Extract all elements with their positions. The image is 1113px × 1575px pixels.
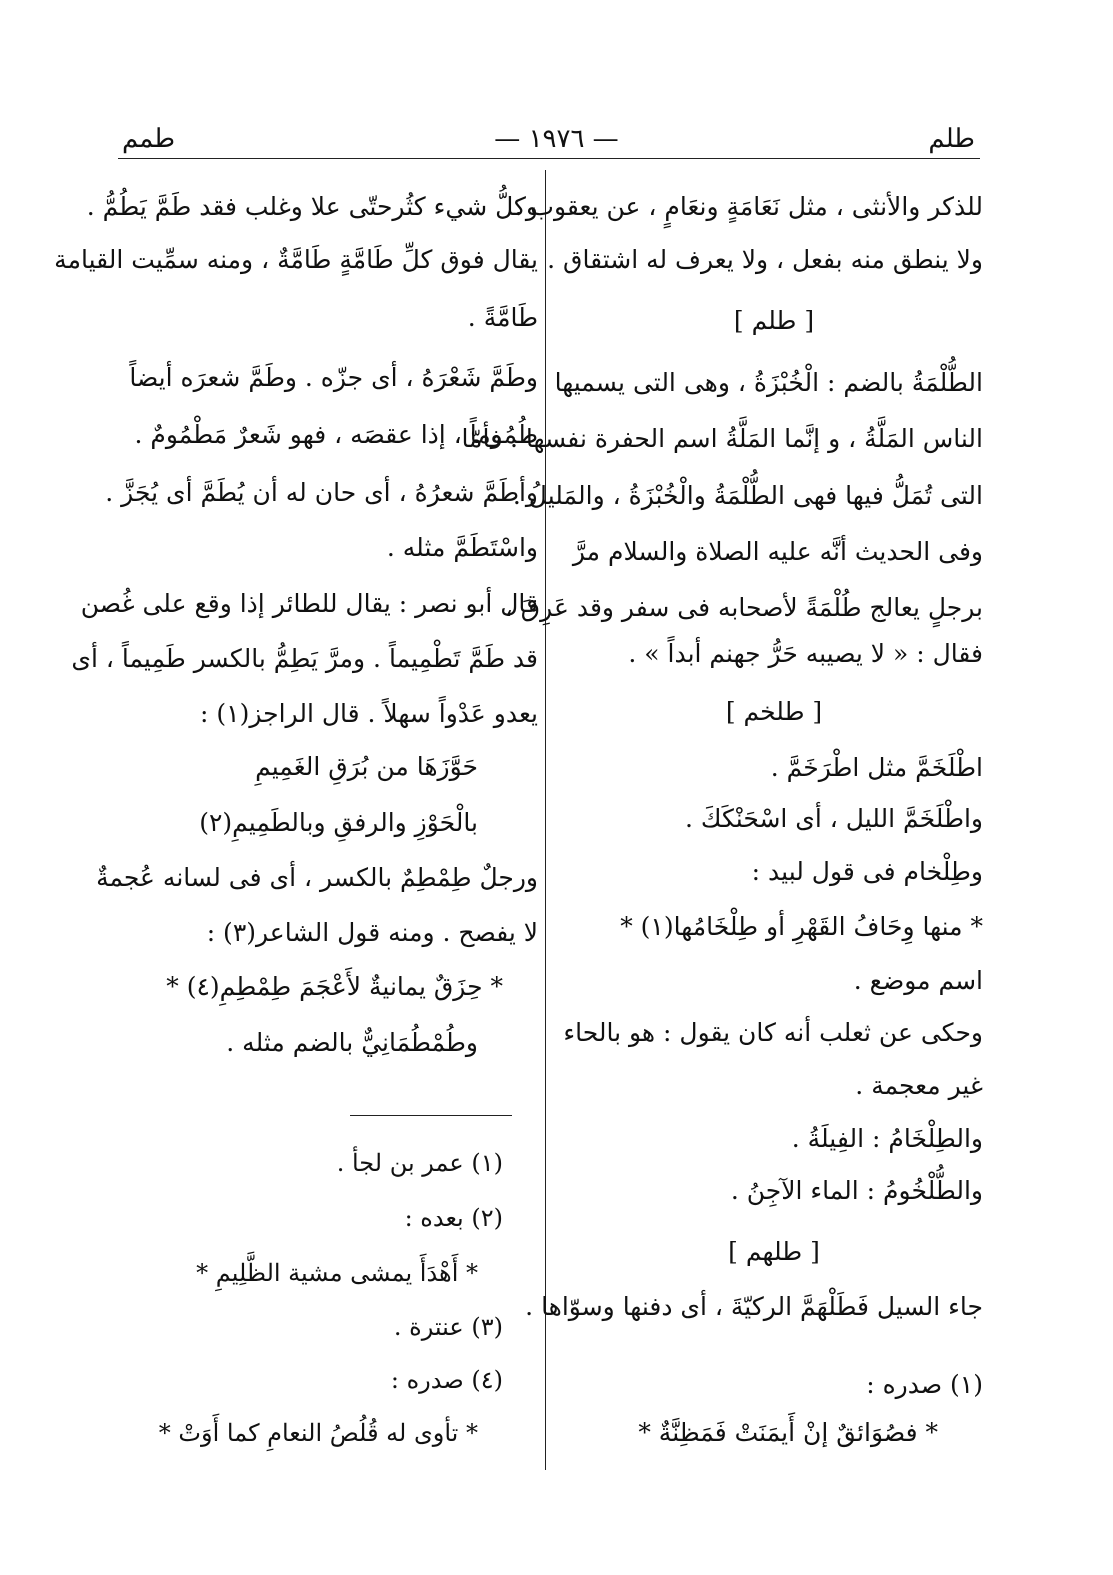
page-number: — ١٩٧٦ — (494, 124, 619, 154)
text-line: اطْلَخَمَّ مثل اطْرَخَمَّ . (770, 753, 983, 782)
text-line: والطُّلْخُومُ : الماء الآجِنُ . (730, 1176, 983, 1205)
text-line: وكلُّ شيء كثُرحتّى علا وغلب فقد طَمَّ يَطُمُّ . (86, 192, 538, 221)
footnote-verse: * فصُوَائقٌ إنْ أَيمَنَتْ فَمَظِنَّةٌ * (638, 1418, 938, 1447)
verse-line: حَوَّزَهَا من بُرَقِ الغَمِيمِ (255, 752, 478, 781)
footnote: (٣) عنترة . (393, 1313, 503, 1341)
text-line: واسْتَطَمَّ مثله . (386, 533, 538, 562)
verse-line: * حِزَقٌ يمانيةٌ لأَعْجَمَ طِمْطِمِ(٤) * (166, 972, 503, 1001)
text-line: يعدو عَدْواً سهلاً . قال الراجز(١) : (200, 699, 538, 728)
verse-line: بالْحَوْزِ والرفقِ وبالطَمِيمِ(٢) (199, 808, 478, 837)
text-line: للذكر والأنثى ، مثل نَعَامَةٍ ونعَامٍ ، عن يعقوب . (514, 192, 983, 221)
text-line: طُمُوماً ، إذا عقصَه ، فهو شَعرٌ مَطْمُومٌ . (134, 420, 538, 449)
text-line: وفى الحديث أنَّه عليه الصلاة والسلام مرَّ (572, 537, 983, 566)
text-line: يقال فوق كلِّ طَامَّةٍ طَامَّةٌ ، ومنه سمِّيت القيامة (54, 245, 538, 274)
text-line: جاء السيل فَطَلْهَمَّ الركيّةَ ، أى دفنها وسوّاها . (525, 1292, 983, 1321)
footnote: (١) عمر بن لجأ . (336, 1149, 503, 1177)
entry-heading: [ طلهم ] (728, 1237, 820, 1266)
text-line: وأطَمَّ شعرُهُ ، أى حان له أن يُطَمَّ أى يُجَزَّ . (105, 478, 538, 507)
text-line: لا يفصح . ومنه قول الشاعر(٣) : (206, 918, 538, 947)
text-line: اسم موضع . (853, 966, 983, 995)
text-line: قال أبو نصر : يقال للطائر إذا وقع على غُصن (80, 589, 538, 618)
header-right-keyword: طلم (928, 124, 975, 154)
entry-heading: [ طلخم ] (725, 697, 823, 726)
text-line: التى تُمَلُّ فيها فهى الطُّلْمَةُ والْخُبْزَةُ ، والمَليلُ . (512, 481, 983, 510)
text-line: وحكى عن ثعلب أنه كان يقول : هو بالحاء (563, 1018, 983, 1047)
text-line: غير معجمة . (855, 1071, 983, 1100)
text-line: طَامَّةً . (467, 303, 538, 332)
text-line: والطِلْخَامُ : الفِيلَةُ . (791, 1124, 983, 1153)
footnote: (٤) صدره : (390, 1366, 503, 1394)
header-rule (118, 158, 980, 159)
text-line: وطُمْطُمَانِيٌّ بالضم مثله . (226, 1028, 478, 1057)
text-line: ورجلٌ طِمْطِمٌ بالكسر ، أى فى لسانه عُجمةٌ (96, 863, 538, 892)
text-line: فقال : « لا يصيبه حَرُّ جهنم أبداً » . (628, 639, 983, 668)
column-divider (545, 170, 546, 1470)
verse-line: * منها وِحَافُ القَهْرِ أو طِلْخَامُها(١) * (620, 912, 983, 941)
text-line: ولا ينطق منه بفعل ، ولا يعرف له اشتقاق . (547, 245, 983, 274)
text-line: واطْلَخَمَّ الليل ، أى اسْحَنْكَكَ . (685, 804, 983, 833)
footnote-verse: * أَهْدَأَ يمشى مشية الظَّلِيمِ * (196, 1259, 478, 1287)
text-line: الناس المَلَّةُ ، و إنَّما المَلَّةُ اسم الحفرة نفسها . فأمّا (461, 424, 983, 453)
text-line: وطِلْخام فى قول لبيد : (751, 857, 983, 886)
text-line: الطُّلْمَةُ بالضم : الْخُبْزَةُ ، وهى التى يسميها (554, 368, 983, 397)
footnote: (١) صدره : (866, 1370, 983, 1399)
text-line: قد طَمَّ تَطْمِيماً . ومرَّ يَطِمُّ بالكسر طَمِيماً ، أى (71, 644, 538, 673)
footnote: (٢) بعده : (404, 1204, 503, 1232)
footnote-rule (350, 1115, 512, 1116)
entry-heading: [ طلم ] (733, 306, 815, 335)
text-line: وطَمَّ شَعْرَهُ ، أى جزّه . وطَمَّ شعرَه أيضاً (129, 363, 538, 392)
header-left-keyword: طمم (122, 124, 176, 154)
footnote-verse: * تأوى له قُلُصُ النعامِ كما أَوَتْ * (158, 1419, 478, 1447)
text-line: برجلٍ يعالج طُلْمَةً لأصحابه فى سفر وقد عَرِقَ ، (504, 593, 983, 622)
